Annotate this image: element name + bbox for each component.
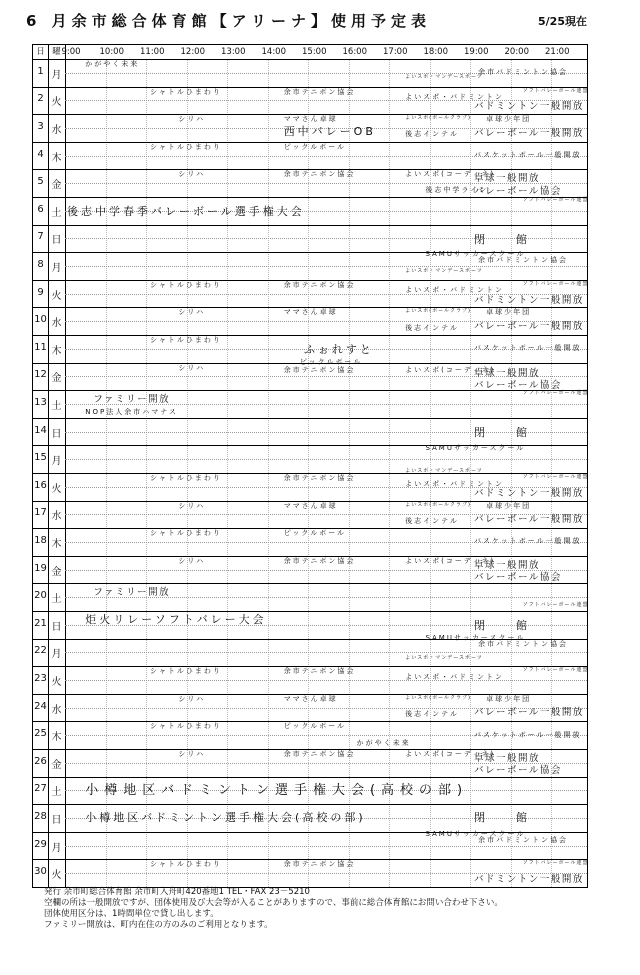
booking-label: ママさん卓球 xyxy=(283,308,338,317)
booking-label: よいスポ・バドミントン xyxy=(405,93,505,102)
weekday-label: 日 xyxy=(51,815,62,826)
booking-label: 卓球一般開放 xyxy=(474,752,541,764)
booking-label: よいスポ・バドミントン xyxy=(405,286,505,295)
day-number: 30 xyxy=(34,866,47,878)
weekday-label: 火 xyxy=(51,290,62,302)
booking-label: 閉 館 xyxy=(474,425,531,439)
day-number: 13 xyxy=(34,397,47,408)
weekday-label: 火 xyxy=(51,677,62,688)
weekday-label: 月 xyxy=(51,69,62,81)
booking-label: バレーボール協会 xyxy=(474,765,562,777)
half-row-divider xyxy=(65,680,587,681)
booking-label: よいスポ(ボールクラブ) xyxy=(405,308,471,315)
booking-label: ソフトバレーボール連盟 xyxy=(522,87,589,94)
booking-label: バスケットボール一般開放 xyxy=(474,344,582,353)
booking-label: よいスポ・マンデースポーツ xyxy=(405,73,483,80)
booking-label: バスケットボール一般開放 xyxy=(474,730,582,739)
time-header-label: 14:00 xyxy=(261,47,286,57)
booking-label: かがやく未来 xyxy=(356,738,411,747)
booking-label: シャトルひまわり xyxy=(150,474,222,482)
booking-label: よいスポ(ボールクラブ) xyxy=(405,115,471,122)
as-of-date: 5/25現在 xyxy=(538,15,587,28)
time-header-label: 15:00 xyxy=(302,47,327,57)
booking-label: 卓球少年団 xyxy=(486,694,532,703)
booking-label: 後志インテル xyxy=(405,323,459,332)
weekday-label: 金 xyxy=(51,759,62,771)
booking-label: シャトルひまわり xyxy=(150,336,222,344)
booking-label: シリハ xyxy=(178,750,206,758)
weekday-label: 金 xyxy=(51,566,62,578)
time-header-label: 10:00 xyxy=(99,47,124,57)
half-row-divider xyxy=(65,266,587,267)
booking-label: 余市バドミントン協会 xyxy=(478,68,568,77)
day-number: 24 xyxy=(34,700,47,712)
booking-label: シャトルひまわり xyxy=(150,280,222,289)
booking-label: NOP法人余市ハマナス xyxy=(85,407,178,416)
booking-label: ソフトバレーボール連盟 xyxy=(522,280,589,287)
booking-label: 余市テニボン協会 xyxy=(283,280,356,289)
footer-notes xyxy=(44,887,503,931)
weekday-label: 月 xyxy=(51,456,62,468)
time-header-label: 11:00 xyxy=(140,47,165,57)
booking-label: 卓球少年団 xyxy=(486,115,532,124)
booking-label: シリハ xyxy=(178,694,206,703)
weekday-label: 月 xyxy=(51,649,62,661)
booking-label: 余市バドミントン協会 xyxy=(478,639,568,648)
weekday-label: 金 xyxy=(51,180,62,192)
day-row-divider xyxy=(33,611,587,612)
day-number: 1 xyxy=(37,65,44,77)
day-number: 7 xyxy=(37,231,44,243)
weekday-label: 水 xyxy=(51,318,62,330)
booking-label: 後志中学春季バレーボール選手権大会 xyxy=(67,204,305,218)
weekday-label: 月 xyxy=(51,263,62,274)
day-number: 22 xyxy=(34,645,47,657)
weekday-label: 火 xyxy=(51,870,62,882)
day-number: 28 xyxy=(34,811,47,822)
half-row-divider xyxy=(65,459,587,460)
booking-label: 小樽地区バドミントン選手権大会(高校の部) xyxy=(85,810,366,824)
day-number: 19 xyxy=(34,562,47,574)
booking-label: 後志インテル xyxy=(405,516,459,525)
booking-label: シリハ xyxy=(178,308,206,317)
booking-label: 余市バドミントン協会 xyxy=(478,255,568,264)
booking-label: バスケットボール一般開放 xyxy=(474,151,582,160)
weekday-label: 木 xyxy=(51,732,62,744)
booking-label: よいスポ(ボールクラブ) xyxy=(405,501,471,508)
day-number: 5 xyxy=(37,176,44,188)
footer-line-note: 空欄の所は一般開放ですが、団体使用及び大会等が入ることがありますので、事前に総合体育館にお問い合わせ下さい。 xyxy=(44,898,503,908)
weekday-label: 土 xyxy=(51,207,62,219)
booking-label: 卓球一般開放 xyxy=(474,173,541,185)
day-row-divider xyxy=(33,804,587,805)
time-header-label: 20:00 xyxy=(504,47,529,57)
booking-label: 余市テニボン協会 xyxy=(283,667,356,676)
footer-line-note: 団体使用区分は、1時間単位で貸し出します。 xyxy=(44,909,219,919)
time-header-label: 16:00 xyxy=(342,47,367,57)
day-number: 29 xyxy=(34,838,47,850)
weekday-label: 金 xyxy=(51,373,62,385)
booking-label: ソフトバレーボール連盟 xyxy=(522,474,589,480)
booking-label: バレーボール協会 xyxy=(474,185,562,197)
day-row-divider xyxy=(33,225,587,226)
booking-label: シリハ xyxy=(178,501,206,510)
booking-label: バレーボール協会 xyxy=(474,380,562,392)
booking-label: よいスポ・マンデースポーツ xyxy=(405,654,483,661)
booking-label: SAMUサッカースクール xyxy=(425,443,526,452)
day-number: 14 xyxy=(34,424,47,436)
booking-label: よいスポ・バドミントン xyxy=(405,672,505,681)
booking-label: 余市テニボン協会 xyxy=(283,556,356,565)
booking-label: シャトルひまわり xyxy=(150,142,222,151)
day-number: 2 xyxy=(37,93,44,105)
weekday-label: 日 xyxy=(51,235,62,247)
day-number: 21 xyxy=(34,617,47,629)
booking-label: よいスポ・マンデースポーツ xyxy=(405,468,483,475)
booking-label: かがやく未来 xyxy=(85,60,140,68)
booking-label: バレーボール一般開放 xyxy=(474,514,584,526)
weekday-label: 水 xyxy=(51,704,62,716)
weekday-label: 木 xyxy=(51,152,62,164)
booking-label: 余市テニボン協会 xyxy=(283,87,356,96)
booking-label: バレーボール一般開放 xyxy=(474,127,584,139)
time-header-label: 13:00 xyxy=(221,47,246,57)
booking-label: シリハ xyxy=(178,115,206,124)
booking-label: ふぉれすと xyxy=(303,342,374,356)
day-number: 27 xyxy=(34,783,47,795)
booking-label: ママさん卓球 xyxy=(283,694,338,703)
day-number: 16 xyxy=(34,479,47,491)
day-row-divider xyxy=(33,335,587,336)
booking-label: シャトルひまわり xyxy=(150,529,222,538)
booking-label: 卓球少年団 xyxy=(486,308,532,317)
weekday-label: 水 xyxy=(51,511,62,523)
booking-label: 卓球一般開放 xyxy=(474,367,541,379)
booking-label: よいスポ(コーディネ) xyxy=(405,366,496,375)
booking-label: よいスポ(コーディネ) xyxy=(405,170,496,179)
booking-label: 西中バレーOB xyxy=(283,124,376,138)
booking-label: よいスポ(ボールクラブ) xyxy=(405,694,471,701)
weekday-label: 土 xyxy=(51,594,62,606)
day-number: 4 xyxy=(37,148,44,160)
day-number: 26 xyxy=(34,755,47,767)
booking-label: 後志インテル xyxy=(405,709,459,718)
booking-label: SAMUサッカースクール xyxy=(425,250,526,259)
day-number: 12 xyxy=(34,369,47,381)
weekday-label: 土 xyxy=(51,401,62,412)
booking-label: ソフトバレーボール連盟 xyxy=(522,860,589,867)
booking-label: よいスポ(コーディネ) xyxy=(405,556,496,565)
schedule-grid xyxy=(32,44,588,888)
booking-label: よいスポ・バドミントン xyxy=(405,479,505,488)
day-number: 3 xyxy=(37,121,44,132)
day-number: 6 xyxy=(37,203,44,215)
day-row-divider xyxy=(33,418,587,419)
booking-label: シャトルひまわり xyxy=(150,722,222,731)
booking-label: バドミントン一般開放 xyxy=(474,487,584,499)
day-number: 8 xyxy=(37,259,44,270)
weekday-column-divider xyxy=(65,45,66,887)
booking-label: ソフトバレーボール連盟 xyxy=(522,667,589,674)
booking-label: バレーボール一般開放 xyxy=(474,320,584,332)
time-header-label: 19:00 xyxy=(464,47,489,57)
day-number: 23 xyxy=(34,673,47,684)
weekday-label: 日 xyxy=(51,621,62,633)
booking-label: 小樽地区バドミントン選手権大会(高校の部) xyxy=(85,783,469,799)
day-number: 11 xyxy=(34,341,47,353)
booking-label: 余市テニボン協会 xyxy=(283,860,356,869)
booking-label: ピックルボール xyxy=(283,529,347,538)
time-header-label: 9:00 xyxy=(61,47,81,57)
day-number: 15 xyxy=(34,452,47,464)
footer-line-publisher: 発行 余市町総合体育館 余市町入舟町420番地1 TEL・FAX 23－5210 xyxy=(44,887,310,897)
weekday-column-header: 曜 xyxy=(52,47,61,57)
booking-label: バレーボール一般開放 xyxy=(474,707,584,719)
booking-label: 余市テニボン協会 xyxy=(283,170,356,179)
weekday-label: 日 xyxy=(51,428,62,440)
weekday-label: 火 xyxy=(51,483,62,495)
booking-label: バドミントン一般開放 xyxy=(474,101,584,113)
page-title: 6 月余市総合体育館【アリーナ】使用予定表 xyxy=(26,12,432,30)
booking-label: 余市テニボン協会 xyxy=(283,750,356,758)
booking-label: シリハ xyxy=(178,170,206,179)
booking-label: 閉 館 xyxy=(474,232,531,246)
booking-label: ママさん卓球 xyxy=(283,501,338,510)
booking-label: SAMUサッカースクール xyxy=(425,634,526,643)
booking-label: ファミリー開放 xyxy=(93,587,171,599)
day-number: 10 xyxy=(34,314,47,326)
weekday-label: 水 xyxy=(51,125,62,136)
booking-label: SAMUサッカースクール xyxy=(425,830,526,839)
booking-label: 後志中学ライン xyxy=(425,185,489,194)
footer-line-note: ファミリー開放は、町内在住の方のみのご利用となります。 xyxy=(44,920,273,930)
day-number: 18 xyxy=(34,535,47,546)
booking-label: シャトルひまわり xyxy=(150,667,222,676)
booking-label: バレーボール協会 xyxy=(474,571,562,583)
day-row-divider xyxy=(33,777,587,778)
booking-label: バドミントン一般開放 xyxy=(474,874,584,886)
day-column-header: 日 xyxy=(36,47,45,57)
booking-label: 後志インテル xyxy=(405,130,459,139)
weekday-label: 月 xyxy=(51,842,62,854)
booking-label: シリハ xyxy=(178,363,206,372)
booking-label: ママさん卓球 xyxy=(283,115,338,124)
booking-label: よいスポ(コーディネ) xyxy=(405,750,496,758)
day-row-divider xyxy=(33,197,587,198)
booking-label: バドミントン一般開放 xyxy=(474,294,584,306)
booking-label: バスケットボール一般開放 xyxy=(474,537,582,546)
day-number: 25 xyxy=(34,728,47,740)
booking-label: 卓球一般開放 xyxy=(474,559,541,571)
booking-label: シャトルひまわり xyxy=(150,860,222,869)
booking-label: ピックルボール xyxy=(299,358,363,367)
booking-label: 閉 館 xyxy=(474,810,531,824)
booking-label: 炬火リレーソフトバレー大会 xyxy=(85,613,267,627)
day-number: 17 xyxy=(34,507,47,519)
booking-label: ソフトバレーボール連盟 xyxy=(522,389,589,396)
day-row-divider xyxy=(33,583,587,584)
weekday-label: 木 xyxy=(51,345,62,357)
booking-label: 余市バドミントン協会 xyxy=(478,835,568,844)
weekday-label: 土 xyxy=(51,787,62,799)
booking-label: 閉 館 xyxy=(474,618,531,632)
booking-label: 卓球少年団 xyxy=(486,501,532,510)
day-number: 9 xyxy=(37,286,44,298)
time-header-label: 17:00 xyxy=(383,47,408,57)
booking-label: ピックルボール xyxy=(283,722,347,731)
half-row-divider xyxy=(65,846,587,847)
day-number: 20 xyxy=(34,590,47,602)
booking-label: 余市テニボン協会 xyxy=(283,366,356,375)
weekday-label: 木 xyxy=(51,539,62,550)
booking-label: シリハ xyxy=(178,556,206,565)
booking-label: 余市テニボン協会 xyxy=(283,474,356,482)
booking-label: ソフトバレーボール連盟 xyxy=(522,602,589,609)
booking-label: よいスポ・マンデースポーツ xyxy=(405,268,483,275)
weekday-label: 火 xyxy=(51,97,62,109)
booking-label: ピックルボール xyxy=(283,142,347,151)
booking-label: ファミリー開放 xyxy=(93,393,171,405)
time-header-label: 12:00 xyxy=(180,47,205,57)
time-header-label: 18:00 xyxy=(423,47,448,57)
booking-label: シャトルひまわり xyxy=(150,87,222,96)
half-row-divider xyxy=(65,652,587,653)
time-header-label: 21:00 xyxy=(545,47,570,57)
booking-label: ソフトバレーボール連盟 xyxy=(522,196,589,203)
